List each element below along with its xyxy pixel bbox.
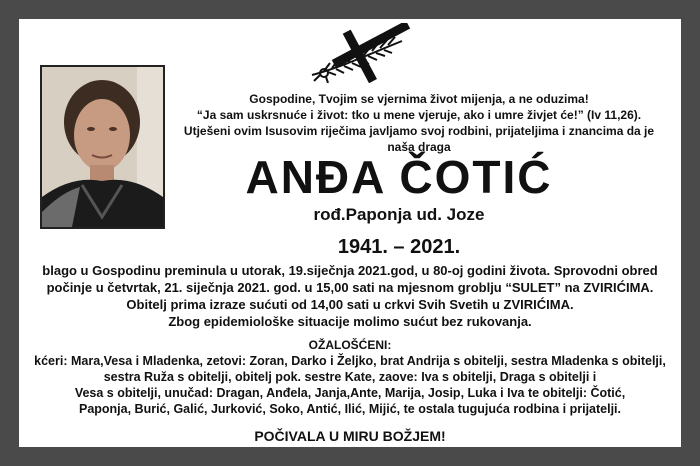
closing-text: POČIVALA U MIRU BOŽJEM! (254, 428, 446, 444)
intro-line: Gospodine, Tvojim se vjernima život mijenja, a ne oduzima! (249, 92, 589, 106)
intro-text (169, 91, 669, 155)
deceased-name: ANĐA ČOTIĆ (245, 151, 553, 203)
life-years: 1941. – 2021. (337, 236, 461, 258)
intro-line: Utješeni ovim Isusovim riječima javljamo svoj rodbini, prijateljima i znancima da je naša draga (183, 124, 655, 154)
cross-with-palm-icon (302, 23, 422, 83)
bible-quote: “Ja sam uskrsnuće i život: tko u mene vjeruje, ako i umre živjet će!” (Iv 11,26). (196, 108, 642, 122)
mourners-line: Paponja, Burić, Galić, Jurković, Soko, Antić, Ilić, Mijić, te ostala tugujuća rodbina i prijatelji. (78, 402, 622, 416)
mourners-line: sestra Ruža s obitelji, obitelj pok. sestre Kate, zaove: Iva s obitelji, Draga s obitelji i (103, 370, 597, 384)
mourners-title: OŽALOŠĆENI: (308, 338, 392, 352)
mourners-line: kćeri: Mara,Vesa i Mladenka, zetovi: Zoran, Darko i Željko, brat Andrija s obitelji, sestra Mladenka s obitelji, (34, 354, 666, 368)
announcement-line: Obitelj prima izraze sućuti od 14,00 sati u crkvi Svih Svetih u ZVIRIĆIMA. (126, 297, 574, 312)
portrait-photo (40, 65, 165, 229)
maiden-name: rođ.Paponja ud. Joze (313, 205, 485, 224)
announcement-text (19, 262, 681, 330)
mourners-list (19, 353, 681, 417)
mourners-line: Vesa s obitelji, unučad: Dragan, Anđela, Janja,Ante, Marija, Josip, Luka i Iva te obitelji: Čotić, (74, 386, 626, 400)
announcement-line: blago u Gospodinu preminula u utorak, 19.siječnja 2021.god, u 80-oj godini života. Sprovodni obred (42, 263, 658, 278)
announcement-line: počinje u četvrtak, 21. siječnja 2021. god. u 15,00 sati na mjesnom groblju “SULET” na ZVIRIĆIMA. (46, 280, 654, 295)
announcement-line: Zbog epidemiološke situacije molimo sućut bez rukovanja. (168, 314, 532, 329)
obituary-card (19, 19, 681, 447)
